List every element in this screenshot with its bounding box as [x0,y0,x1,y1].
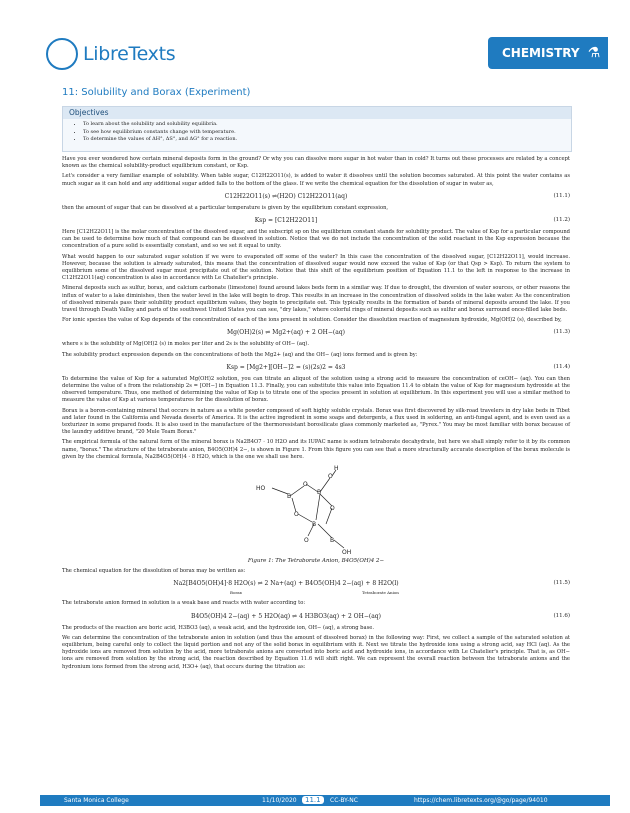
objective-item: • To determine the values of ΔH°, ΔS°, and ΔG° for a reaction. [83,136,571,144]
atom-label: HO [256,485,266,493]
footer-license[interactable]: CC-BY-NC [330,797,358,804]
atom-label: O [304,537,309,545]
atom-label: O [330,505,335,513]
tetraborate-figure [62,464,570,556]
libretexts-logo[interactable] [46,38,175,70]
paragraph: What would happen to our saturated sugar solution if we were to evaporated off some of the water? In this case the concentration of the dissolved sugar, [C12H22O11], would increase. However, because the solution is already saturated, this means that the concentration of dissolved sugar would now exceed the value of Ksp (or that Qsp > Ksp). To return the system to equilibrium some of the dissolved sugar must precipitate out of the solution. Notice that this shift of the equilibrium position of Equation 11.1 to the left in response to the increase in C12H22O11(aq) concentration is also in accordance with Le Chatelier's principle. [62,253,570,282]
tetraborate-structure [252,464,382,554]
paragraph: The solubility product expression depends on the concentrations of both the Mg2+ (aq) and the OH− (aq) ions formed and is given by: [62,351,418,358]
atom-label: B [317,489,322,497]
paragraph: then the amount of sugar that can be dissolved at a particular temperature is given by the equilibrium constant expression, [62,204,389,211]
equation-formula: Mg(OH)2(s) ⇌ Mg2+(aq) + 2 OH−(aq) [226,329,345,337]
paragraph: The tetraborate anion formed in solution is a weak base and reacts with water according to: [62,600,306,607]
paragraph: Here [C12H22O11] is the molar concentration of the dissolved sugar, and the subscript sp on the equilibrium constant stands for solubility product. The value of Ksp for a particular compound can be used to determine how much of that compound can be dissolved in solution. Notice that we do not include the concentration of the solid reactant in the Ksp expression because the concentration of a pure solid is essentially constant, and so we set it equal to unity. [62,229,570,250]
equation-formula: Na2[B4O5(OH)4]·8 H2O(s) ⇌ 2 Na+(aq) + B4O5(OH)4 2−(aq) + 8 H2O(l) [173,580,399,588]
objective-item: • To see how equilibrium constants change with temperature. [83,129,571,137]
atom-label: B [312,521,317,529]
flask-icon: ⚗ [587,45,601,61]
equation [62,327,570,341]
footer-college: Santa Monica College [64,797,129,804]
banner-label: CHEMISTRY [502,46,580,60]
objectives-list [63,121,571,144]
paragraph: Borax is a boron-containing mineral that occurs in nature as a white powder composed of soft highly soluble crystals. Borax was first discovered by silk-road travelers in dry lake beds in Tibet and later found in the California and Nevada deserts of America. It is the active ingredient in some soaps and detergents, a flux used in soldering, an anti-fungal agent, and is even used as a texturizer in some prepared foods. It is also used in the manufacture of the thermoresistant borosilicate glass commonly marketed as, "Pyrex." You may be most familiar with borax because of the laundry additive brand, "20 Mule Team Borax." [62,407,570,436]
equation-number: (11.5) [553,580,570,587]
equation [62,191,570,205]
atom-label: O [328,473,333,481]
equation-number: (11.2) [553,217,570,224]
paragraph: The products of the reaction are boric acid, H3BO3 (aq), a weak acid, and the hydroxide ion, OH− (aq), a strong base. [62,624,374,631]
logo-text: LibreTexts [83,43,176,65]
chemistry-banner[interactable] [488,37,608,69]
page-footer [40,795,610,806]
objectives-heading: Objectives [63,107,571,119]
atom-label: O [303,481,308,489]
paragraph: The empirical formula of the natural form of the mineral borax is Na2B4O7 · 10 H2O and its IUPAC name is sodium tetraborate decahydrate, but here we shall simply refer to it by its common name, "borax." The structure of the tetraborate anion, B4O5(OH)4 2−, is shown in Figure 1. From this figure you can see that a more structurally accurate description of the borax molecule is given by the chemical formula, Na2B4O5(OH)4 · 8 H2O, which is the one we shall use here. [62,439,570,460]
page-title: 11: Solubility and Borax (Experiment) [62,87,251,98]
atom-label: B [287,493,292,501]
footer-page-number: 11.1 [302,796,324,804]
atom-label: B [330,537,335,545]
paragraph: Have you ever wondered how certain mineral deposits form in the ground? Or why you can dissolve more sugar in hot water than in cold? It turns out these processes are related by a concept known as the chemical solubility-product equilibrium constant, or Ksp. [62,156,570,170]
equation-formula: Ksp = [C12H22O11] [254,217,318,225]
equation [62,362,570,376]
atom-label: OH [342,549,352,555]
paragraph: where s is the solubility of Mg(OH)2 (s) in moles per liter and 2s is the solubility of OH− (aq). [62,341,309,348]
equation-number: (11.4) [553,363,570,370]
atom-label: H [334,465,339,473]
paragraph: Let's consider a very familiar example of solubility. When table sugar, C12H22O11(s), is added to water it dissolves until the solution becomes saturated. At this point the water contains as much sugar as it can hold and any additional sugar added falls to the bottom of the glass. If we write the chemical equation for the dissolution of sugar in water as, [62,173,570,187]
equation-formula: C12H22O11(s) ⇌(H2O) C12H22O11(aq) [224,192,348,200]
paragraph: For ionic species the value of Ksp depends of the concentration of each of the ions present in solution. Consider the dissolution reaction of magnesium hydroxide, Mg(OH)2 (s), described by, [62,317,562,324]
equation [62,215,570,229]
equation [62,611,570,625]
equation-number: (11.6) [553,612,570,619]
equation-number: (11.1) [553,192,570,199]
equation-number: (11.3) [553,329,570,336]
tetraborate-label: Tetraborate Anion [362,590,399,596]
paragraph: To determine the value of Ksp for a saturated Mg(OH)2 solution, you can titrate an aliquot of the solution using a strong acid to measure the concentration of ceOH− (aq). You can then determine the value of s from the relationship 2s = [OH−] in Equation 11.3. Finally, you can substitute this value into Equation 11.4 to obtain the value of Ksp for magnesium hydroxide at the observed temperature. Thus, one method of determining the value of Ksp is to titrate one of the species present in solution at equilibrium. In this experiment you will use a similar method to measure the value of Ksp at various temperatures for the dissolution of borax. [62,375,570,404]
libretexts-logo-icon [46,38,78,70]
atom-label: O [294,511,299,519]
paragraph: We can determine the concentration of the tetraborate anion in solution (and thus the amount of dissolved borax) in the following way: First, we collect a sample of the saturated solution at equilibrium, being careful only to collect the liquid portion and not any of the solid borax in equilibrium with it. Next we titrate the hydroxide ions using a strong acid, say HCl (aq). As the hydroxide ions are removed from solution by the acid, more tetraborate anions are converted into boric acid and hydroxide ions, in accordance with Le Chatelier's principle. That is, as OH− ions are removed from solution by the strong acid, the reaction described by Equation 11.6 will shift right. We can represent the overall reaction between the tetraborate anions and the hydronium ions formed from the strong acid, H3O+ (aq), that occurs during the titration as: [62,634,570,670]
footer-url[interactable]: https://chem.libretexts.org/@go/page/94010 [414,797,548,804]
equation-formula: Ksp = [Mg2+][OH−]2 = (s)(2s)2 = 4s3 [226,363,346,371]
objective-item: • To learn about the solubility and solubility equilibria. [83,121,571,129]
article-body [62,156,570,674]
paragraph: The chemical equation for the dissolution of borax may be written as: [62,568,246,575]
figure-caption: Figure 1: The Tetraborate Anion, B4O5(OH)4 2− [247,558,385,565]
objectives-box [62,106,572,152]
footer-date: 11/10/2020 [262,797,297,804]
equation [62,578,570,600]
borax-label: Borax [230,590,242,596]
paragraph: Mineral deposits such as sulfur, borax, and calcium carbonate (limestone) found around lakes beds form in a similar way. If due to drought, the diversion of water sources, or other reasons the influx of water to a lake diminishes, then the water level in the lake will begin to drop. This results in an increase in the concentration of dissolved solids in the lake water. As the concentration of dissolved minerals pass their solubility product equilibrium values, they begin to precipitate out. This typically results in the formation of bands of mineral deposits around the lake. If you travel through Death Valley and parts of the southwest United States you can see, "dry lakes," where colorful rings of mineral deposits such as sulfur and borax surround once-filled lake beds. [62,285,570,314]
equation-formula: B4O5(OH)4 2−(aq) + 5 H2O(aq) ⇌ 4 H3BO3(aq) + 2 OH−(aq) [191,612,381,620]
